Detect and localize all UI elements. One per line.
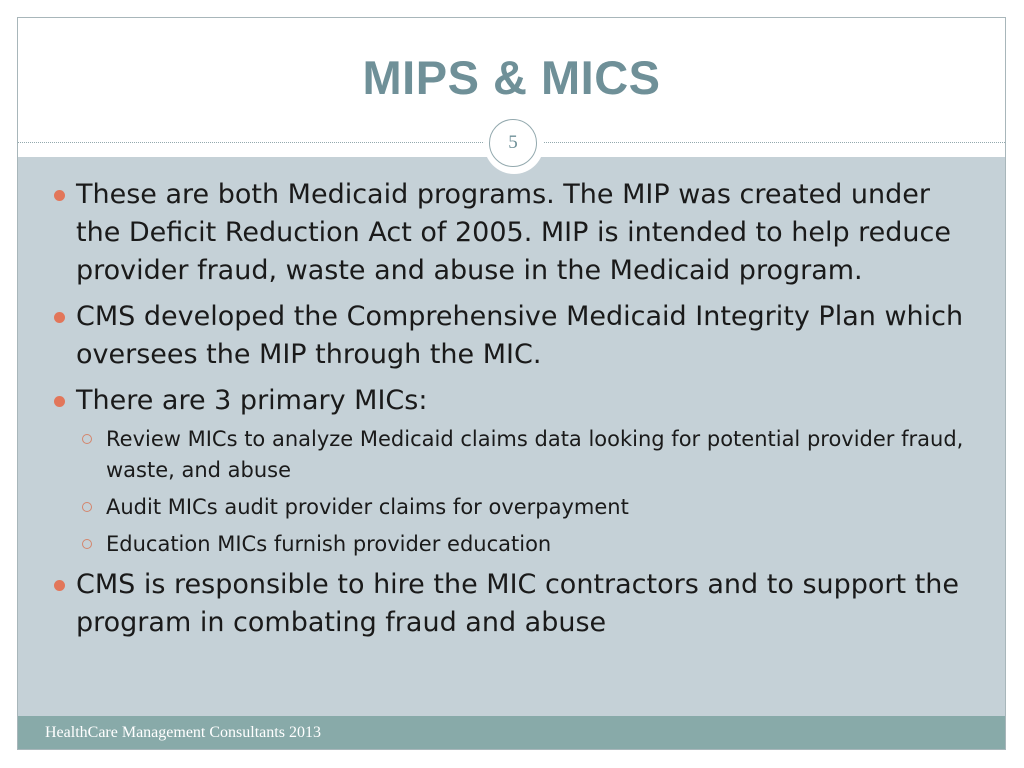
bullet-text: CMS developed the Comprehensive Medicaid Integrity Plan which oversees the MIP through the MIC.: [76, 301, 964, 370]
bullet-ring-icon: [82, 539, 92, 549]
slide: [17, 17, 1006, 750]
bullet-dot-icon: [54, 396, 65, 407]
sub-bullet-text: Audit MICs audit provider claims for overpayment: [106, 495, 629, 519]
bullet-dot-icon: [54, 190, 65, 201]
bullet-dot-icon: [54, 580, 65, 591]
bullet-item: [54, 382, 974, 420]
bullet-list: [54, 176, 974, 650]
slide-title: MIPS & MICS: [362, 51, 661, 104]
sub-bullet-item: [54, 424, 974, 486]
bullet-text: These are both Medicaid programs. The MIP was created under the Deficit Reduction Act of 2005. MIP is intended to help reduce provider fraud, waste and abuse in the Medicaid program.: [76, 179, 951, 286]
bullet-ring-icon: [82, 434, 92, 444]
sub-bullet-text: Education MICs furnish provider education: [106, 532, 552, 556]
footer-bar: [18, 716, 1005, 750]
bullet-ring-icon: [82, 502, 92, 512]
bullet-item: [54, 298, 974, 374]
slide-number-badge: [484, 114, 544, 174]
bullet-text: CMS is responsible to hire the MIC contractors and to support the program in combating fraud and abuse: [76, 569, 959, 638]
bullet-item: [54, 566, 974, 642]
bullet-item: [54, 176, 974, 290]
sub-bullet-group: [54, 424, 974, 560]
sub-bullet-item: [54, 492, 974, 523]
bullet-text: There are 3 primary MICs:: [76, 385, 428, 416]
sub-bullet-text: Review MICs to analyze Medicaid claims data looking for potential provider fraud, waste, and abuse: [106, 427, 964, 482]
slide-number: 5: [489, 119, 537, 167]
footer-text: HealthCare Management Consultants 2013: [45, 724, 321, 741]
bullet-dot-icon: [54, 312, 65, 323]
sub-bullet-list: [54, 424, 974, 560]
sub-bullet-item: [54, 529, 974, 560]
